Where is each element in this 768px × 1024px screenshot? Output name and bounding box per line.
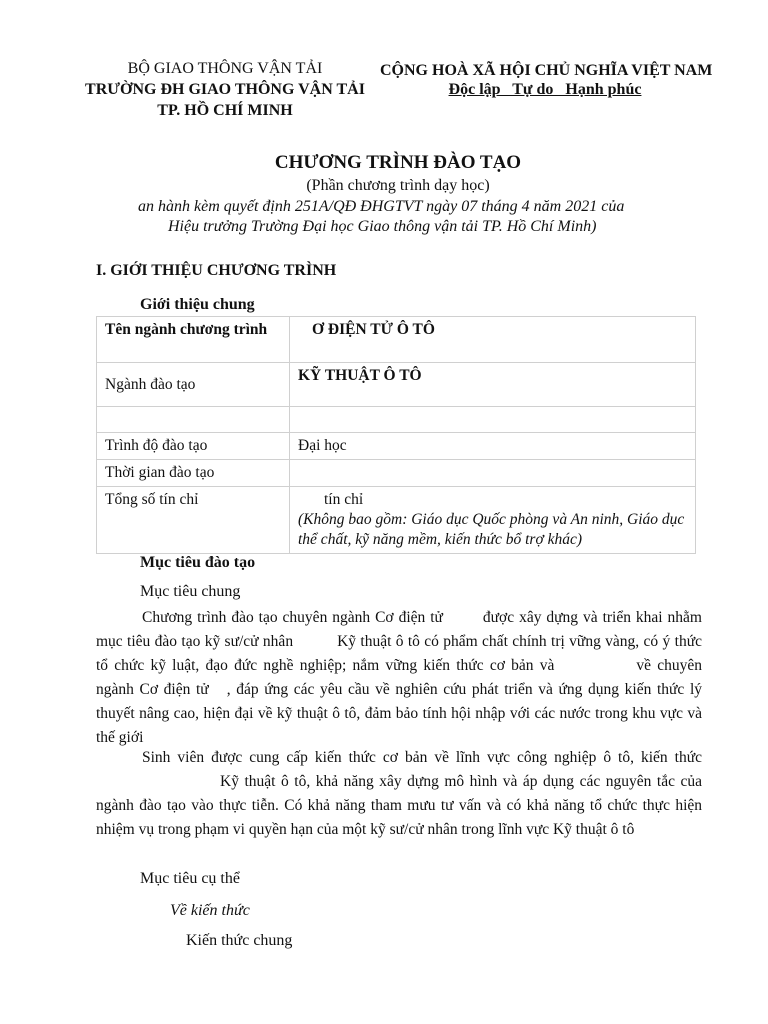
decree-line-1: an hành kèm quyết định 251A/QĐ ĐHGTVT ngày 07 tháng 4 năm 2021 của xyxy=(138,198,625,215)
table-value: KỸ THUẬT Ô TÔ xyxy=(290,363,696,407)
table-label: Tên ngành chương trình xyxy=(97,317,290,363)
table-row xyxy=(97,363,696,407)
objectives-heading: Mục tiêu đào tạo xyxy=(140,554,256,571)
table-row xyxy=(97,433,696,460)
para1-part-a: Chương trình đào tạo chuyên ngành Cơ điện tử xyxy=(142,609,443,626)
table-label: Thời gian đào tạo xyxy=(97,460,290,487)
table-row xyxy=(97,460,696,487)
objective-paragraph-1 xyxy=(96,606,706,750)
table-row xyxy=(97,487,696,554)
para1-part-e: , đáp ứng các yêu cầu về nghiên cứu phát triển và ứng dụng kiến thức lý thuyết nâng cao, hiện đại về kỹ thuật ô tô, đảm bảo tính hội nhập với các nước trong khu vực và thế giới xyxy=(96,681,706,746)
para2-part-b: Kỹ thuật ô tô, khả năng xây dựng mô hình và áp dụng các nguyên tắc của ngành đào tạo vào thực tiễn. Có khả năng tham mưu tư vấn và có khả năng tổ chức thực hiện nhiệm vụ trong phạm vi quyền hạn của một kỹ sư/cử nhân trong lĩnh vực Kỹ thuật ô tô xyxy=(96,773,706,838)
national-motto xyxy=(380,81,710,99)
decree-line-2: Hiệu trưởng Trường Đại học Giao thông vận tải TP. Hồ Chí Minh) xyxy=(168,218,597,235)
table-label: Ngành đào tạo xyxy=(97,363,290,407)
table-label xyxy=(97,407,290,433)
document-title: CHƯƠNG TRÌNH ĐÀO TẠO xyxy=(274,152,522,173)
ministry-name: BỘ GIAO THÔNG VẬN TẢI xyxy=(127,60,323,77)
para1-part-c: Kỹ thuật ô tô có phẩm chất chính trị vững vàng, có ý thức tổ chức kỹ luật, đạo đức nghề nghiệp; nắm vững kiến thức cơ bản và xyxy=(96,633,706,674)
credits-text: tín chỉ xyxy=(324,491,364,508)
table-value xyxy=(290,460,696,487)
table-value xyxy=(290,407,696,433)
university-city xyxy=(60,102,390,120)
program-info-table xyxy=(96,316,696,554)
table-value xyxy=(290,487,696,554)
table-row xyxy=(97,317,696,363)
credits-note: (Không bao gồm: Giáo dục Quốc phòng và An ninh, Giáo dục thể chất, kỹ năng mềm, kiến thức bổ trợ khác) xyxy=(298,511,685,548)
para2-part-a: Sinh viên được cung cấp kiến thức cơ bản về lĩnh vực công nghiệp ô tô, kiến thức xyxy=(142,749,702,766)
general-objective-heading: Mục tiêu chung xyxy=(140,583,241,600)
objective-paragraph-2 xyxy=(96,746,706,842)
table-label: Tổng số tín chỉ xyxy=(97,487,290,554)
knowledge-heading: Về kiến thức xyxy=(170,902,250,919)
para1-part-b: được xây dựng và triển khai nhằm mục tiêu đào tạo kỹ sư/cử nhân xyxy=(96,609,706,650)
city-text: TP. HỒ CHÍ MINH xyxy=(157,102,293,119)
university-name: TRƯỜNG ĐH GIAO THÔNG VẬN TẢI xyxy=(85,81,365,98)
general-knowledge-heading: Kiến thức chung xyxy=(186,932,293,949)
para1-part-d: về chuyên ngành Cơ điện tử xyxy=(96,657,706,698)
national-name: CỘNG HOÀ XÃ HỘI CHỦ NGHĨA VIỆT NAM xyxy=(380,62,713,79)
section-subheading: Giới thiệu chung xyxy=(140,296,255,313)
table-label: Trình độ đào tạo xyxy=(97,433,290,460)
table-value: Đại học xyxy=(290,433,696,460)
table-row xyxy=(97,407,696,433)
section-heading: I. GIỚI THIỆU CHƯƠNG TRÌNH xyxy=(96,262,337,279)
specific-objective-heading: Mục tiêu cụ thể xyxy=(140,870,240,887)
motto-text: Độc lập Tự do Hạnh phúc xyxy=(448,81,642,98)
table-value: Ơ ĐIỆN TỬ Ô TÔ xyxy=(290,317,696,363)
document-subtitle: (Phần chương trình dạy học) xyxy=(306,177,490,194)
